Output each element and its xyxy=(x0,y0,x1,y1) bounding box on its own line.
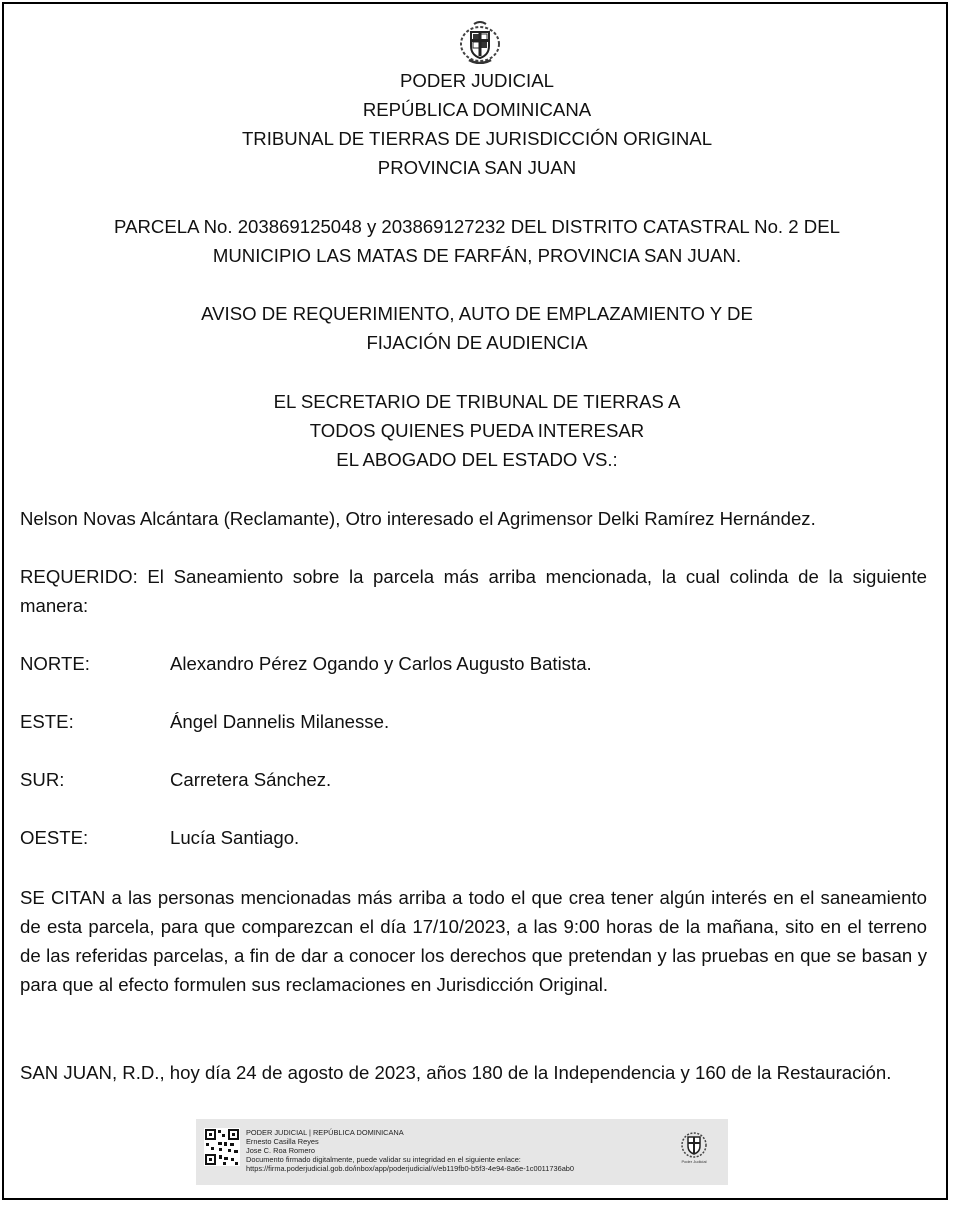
boundary-west-value: Lucía Santiago. xyxy=(170,827,300,848)
small-coat-of-arms-icon xyxy=(680,1129,708,1159)
parcel-line-2: MUNICIPIO LAS MATAS DE FARFÁN, PROVINCIA SAN JUAN. xyxy=(212,245,742,266)
boundary-south-label: SUR: xyxy=(20,769,65,790)
closing-paragraph: SAN JUAN, R.D., hoy día 24 de agosto de 2023, años 180 de la Independencia y 160 de la Restauración. xyxy=(20,1062,892,1083)
signature-text xyxy=(246,1128,574,1173)
parties-paragraph: Nelson Novas Alcántara (Reclamante), Otro interesado el Agrimensor Delki Ramírez Hernández. xyxy=(20,508,816,529)
header-line-2: REPÚBLICA DOMINICANA xyxy=(362,99,592,120)
header-line-1: PODER JUDICIAL xyxy=(400,70,554,91)
header-line-4: PROVINCIA SAN JUAN xyxy=(377,157,577,178)
notice-title-line-2: FIJACIÓN DE AUDIENCIA xyxy=(366,332,588,353)
boundary-east-label: ESTE: xyxy=(20,711,74,732)
signer-1: Ernesto Casilla Reyes xyxy=(246,1137,319,1146)
addressee-line-2: TODOS QUIENES PUEDA INTERESAR xyxy=(309,420,645,441)
notice-title-line-1: AVISO DE REQUERIMIENTO, AUTO DE EMPLAZAMIENTO Y DE xyxy=(201,303,753,324)
signature-validation-link: https://firma.poderjudicial.gob.do/inbox/app/poderjudicial/v/eb119fb0-b5f3-4e94-8a6e-1c0011736ab0 xyxy=(246,1164,575,1173)
signature-logo-caption: Poder Judicial xyxy=(681,1159,707,1164)
citation-paragraph: SE CITAN a las personas mencionadas más arriba a todo el que crea tener algún interés en el saneamiento de esta parcela, para que comparezcan el día 17/10/2023, a las 9:00 horas de la mañana, sito en el terreno de las referidas parcelas, a fin de dar a conocer los derechos que pretendan y las pruebas en que se basan y para que al efecto formulen sus reclamaciones en Jurisdicción Original. xyxy=(20,887,927,995)
addressee-line-3: EL ABOGADO DEL ESTADO VS.: xyxy=(336,449,618,470)
boundary-north-value: Alexandro Pérez Ogando y Carlos Augusto Batista. xyxy=(170,653,592,674)
signature-org: PODER JUDICIAL | REPÚBLICA DOMINICANA xyxy=(246,1128,404,1137)
signer-2: Jose C. Roa Romero xyxy=(246,1146,316,1155)
qr-code-icon xyxy=(204,1128,240,1166)
signature-validation-note: Documento firmado digitalmente, puede validar su integridad en el siguiente enlace: xyxy=(246,1155,521,1164)
boundary-north-label: NORTE: xyxy=(20,653,90,674)
boundary-east-value: Ángel Dannelis Milanesse. xyxy=(170,711,390,732)
header-line-3: TRIBUNAL DE TIERRAS DE JURISDICCIÓN ORIGINAL xyxy=(241,128,713,149)
boundary-west-label: OESTE: xyxy=(20,827,89,848)
digital-signature-block xyxy=(196,1119,728,1185)
parcel-line-1: PARCELA No. 203869125048 y 203869127232 DEL DISTRITO CATASTRAL No. 2 DEL xyxy=(114,216,840,237)
coat-of-arms-icon xyxy=(459,20,501,64)
requerido-paragraph: REQUERIDO: El Saneamiento sobre la parcela más arriba mencionada, la cual colinda de la siguiente manera: xyxy=(20,566,927,616)
addressee-line-1: EL SECRETARIO DE TRIBUNAL DE TIERRAS A xyxy=(273,391,681,412)
boundary-south-value: Carretera Sánchez. xyxy=(170,769,332,790)
